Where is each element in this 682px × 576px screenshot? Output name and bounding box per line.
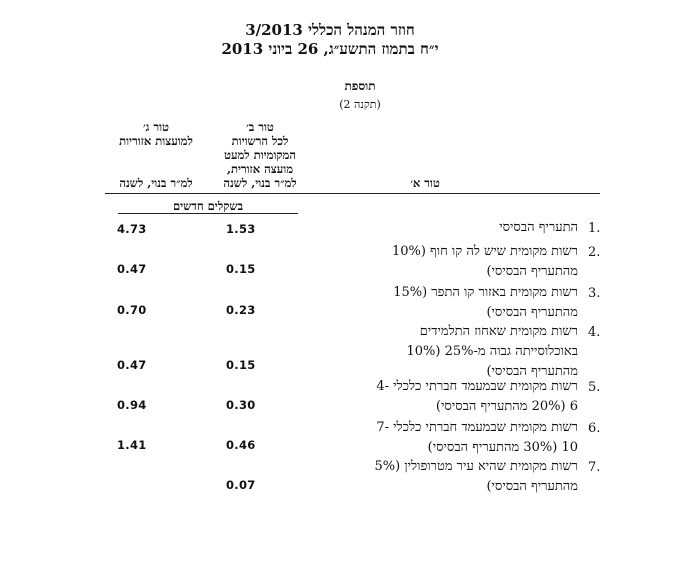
row-col-b-value: 0.15 (226, 358, 256, 372)
row-col-c-value: 1.41 (117, 438, 147, 452)
row-col-c-value: 0.70 (117, 303, 147, 317)
column-a-header: טור א׳ (410, 176, 440, 190)
row-col-c-value: 0.94 (117, 398, 147, 412)
row-number: 5. (588, 380, 601, 395)
circular-date: י״ח בתמוז התשע״ג, 26 ביוני 2013 (221, 40, 439, 58)
row-col-c-value: 4.73 (117, 222, 147, 236)
row-description: רשות מקומית שבמעמד חברתי כלכלי 4-6 (20% מהתעריף הבסיסי) (376, 379, 578, 414)
row-number: 2. (588, 245, 601, 260)
row-number: 3. (588, 286, 601, 301)
currency-underline (118, 213, 298, 214)
row-number: 1. (588, 221, 601, 236)
row-col-b-value: 0.30 (226, 398, 256, 412)
row-description: התעריף הבסיסי (499, 220, 578, 235)
row-col-b-value: 0.07 (226, 478, 256, 492)
row-col-b-value: 1.53 (226, 222, 256, 236)
header-rule (105, 193, 600, 194)
row-number: 6. (588, 421, 601, 436)
row-description: רשות מקומית שאחוז התלמידים באוכלוסייתה גבוה מ-25% (10% מהתעריף הבסיסי) (406, 324, 578, 379)
column-c-header: טור ג׳ למועצות אזוריות למ״ר בנוי, לשנה (119, 120, 193, 190)
row-number: 4. (588, 325, 601, 340)
row-description: רשות מקומית שבמעמד חברתי כלכלי 7-10 (30% מהתעריף הבסיסי) (376, 420, 578, 455)
circular-title: חוזר המנהל הכללי 3/2013 (245, 21, 415, 39)
regulation-reference: (תקנה 2) (339, 98, 381, 111)
row-col-c-value: 0.47 (117, 262, 147, 276)
row-col-c-value: 0.47 (117, 358, 147, 372)
currency-label: בשקלים חדשים (172, 199, 244, 213)
row-number: 7. (588, 460, 601, 475)
row-description: רשות מקומית שיש לה קו חוף (10% מהתעריף הבסיסי) (391, 244, 578, 279)
row-col-b-value: 0.23 (226, 303, 256, 317)
row-description: רשות מקומית באזור קו התפר (15% מהתעריף הבסיסי) (393, 285, 578, 320)
row-col-b-value: 0.46 (226, 438, 256, 452)
row-col-b-value: 0.15 (226, 262, 256, 276)
addendum-title: תוספת (344, 79, 376, 93)
column-b-header: טור ב׳ לכל הרשויות המקומיות למעט מועצה אזורית, למ״ר בנוי, לשנה (223, 120, 297, 190)
row-description: רשות מקומית שהיא עיר מטרופולין (5% מהתעריף הבסיסי) (374, 459, 578, 494)
